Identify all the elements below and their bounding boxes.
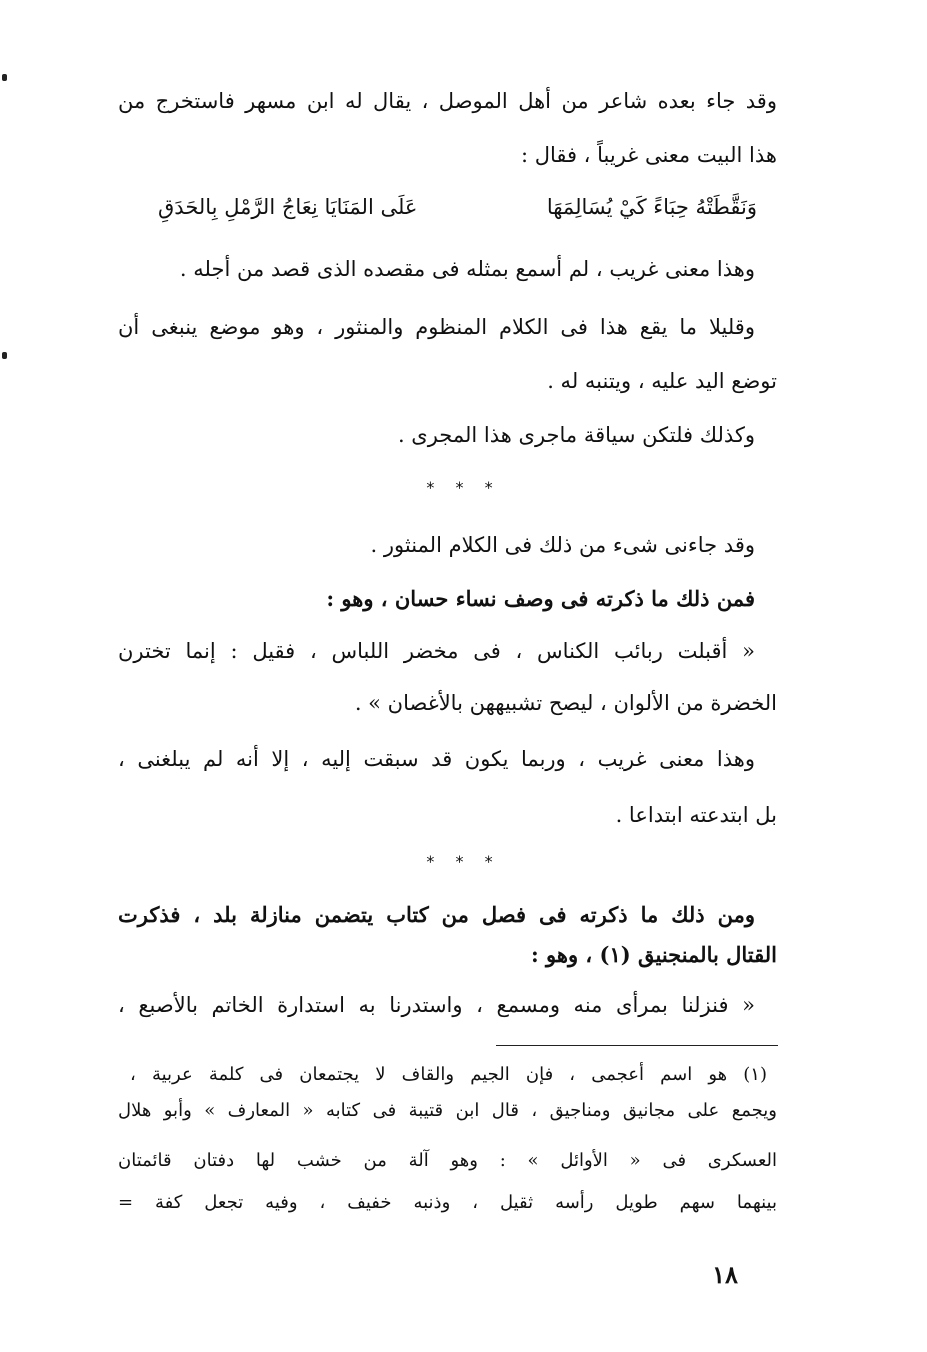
body-line: وهذا معنى غريب ، وربما يكون قد سبقت إليه ، إلا أنه لم يبلغنى ، [118, 747, 755, 771]
body-line: وقد جاءنى شىء من ذلك فى الكلام المنثور . [370, 533, 755, 557]
footnote-line: (١) هو اسم أعجمى ، فإن الجيم والقاف لا يجتمعان فى كلمة عربية ، [130, 1064, 767, 1085]
scan-mark [2, 352, 7, 359]
scan-mark [2, 74, 7, 81]
quote-line: « فنزلنا بمرأى منه ومسمع ، واستدرنا به استدارة الخاتم بالأصبع ، [118, 993, 755, 1017]
body-line: وقليلا ما يقع هذا فى الكلام المنظوم والمنثور ، وهو موضع ينبغى أن [118, 315, 755, 339]
section-separator: * * * [426, 478, 501, 497]
body-line: هذا البيت معنى غريباً ، فقال : [520, 143, 777, 167]
verse-first-hemistich: وَنَقَّطَتْهُ حِبَاءً كَيْ يُسَالِمَهَا [546, 195, 757, 219]
footnote-line: ويجمع على مجانيق ومناجيق ، قال ابن قتيبة فى كتابه « المعارف » وأبو هلال [118, 1100, 777, 1121]
body-line: وهذا معنى غريب ، لم أسمع بمثله فى مقصده الذى قصد من أجله . [179, 257, 755, 281]
body-line: وقد جاء بعده شاعر من أهل الموصل ، يقال له ابن مسهر فاستخرج من [118, 89, 777, 113]
page-number: ١٨ [712, 1260, 738, 1289]
quote-line: « أقبلت ربائب الكناس ، فى مخضر اللباس ، فقيل : إنما تخترن [118, 639, 755, 663]
footnote-divider [496, 1045, 778, 1046]
section-heading: القتال بالمنجنيق (١) ، وهو : [530, 942, 777, 967]
body-line: بل ابتدعته ابتداعا . [615, 803, 777, 827]
footnote-line: العسكرى فى « الأوائل » : وهو آلة من خشب لها دفتان قائمتان [118, 1150, 777, 1171]
footnote-line: بينهما سهم طويل رأسه ثقيل ، وذنبه خفيف ، وفيه تجعل كفة = [118, 1192, 777, 1213]
poem-verse [158, 190, 777, 224]
verse-second-hemistich: عَلَى المَنَايَا نِعَاجُ الرَّمْلِ بِالحَدَقِ [158, 195, 418, 219]
body-line: وكذلك فلتكن سياقة ماجرى هذا المجرى . [397, 423, 755, 447]
section-separator: * * * [426, 852, 501, 871]
section-heading: ومن ذلك ما ذكرته فى فصل من كتاب يتضمن منازلة بلد ، فذكرت [118, 902, 755, 927]
section-heading: فمن ذلك ما ذكرته فى وصف نساء حسان ، وهو : [326, 586, 755, 611]
quote-line: الخضرة من الألوان ، ليصح تشبيههن بالأغصان » . [354, 691, 777, 715]
body-line: توضع اليد عليه ، ويتنبه له . [547, 369, 777, 393]
